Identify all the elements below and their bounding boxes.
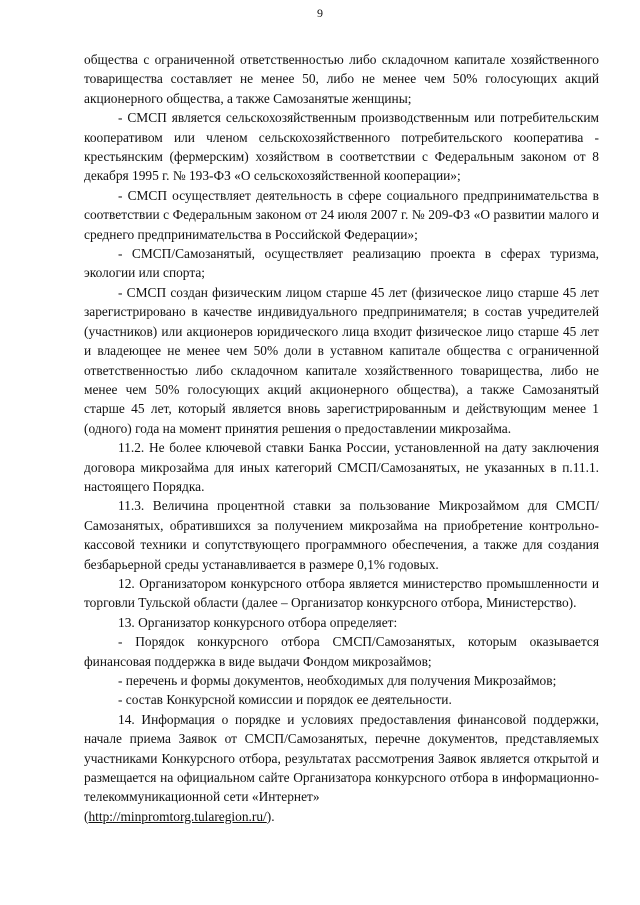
paragraph-14: 14. Информация о порядке и условиях предоставления финансовой поддержки, начале приема Заявок от СМСП/Самозанятых, перечне документов, представляемых участниками Конкурсного отбора, результатах рассмотрения Заявок является открытой и размещается на официальном сайте Организатора конкурсного отбора в информационно-телекоммуникационной сети «Интернет»: [84, 711, 599, 805]
paragraph-social-enterprise: - СМСП осуществляет деятельность в сфере социального предпринимательства в соответствии с Федеральным законом от 24 июля 2007 г. № 209-ФЗ «О развитии малого и среднего предпринимательства в Российской Федерации»;: [84, 187, 599, 242]
list-item-documents: - перечень и формы документов, необходимых для получения Микрозаймов;: [118, 673, 557, 688]
paragraph-11-3: 11.3. Величина процентной ставки за пользование Микрозаймом для СМСП/Самозанятых, обратившихся за получением микрозайма на приобретение контрольно-кассовой техники и сопутствующего программного обеспечения, а также для создания безбарьерной среды устанавливается в размере 0,1% годовых.: [84, 498, 599, 572]
paragraph-continuation: общества с ограниченной ответственностью либо складочном капитале хозяйственного товарищества составляет не менее 50, либо не менее чем 50% голосующих акций акционерного общества, а также Самозанятые женщины;: [84, 52, 599, 106]
document-body: [84, 50, 599, 826]
site-link[interactable]: http://minpromtorg.tularegion.ru/: [88, 808, 267, 824]
list-item-commission: - состав Конкурсной комиссии и порядок ее деятельности.: [118, 692, 452, 708]
link-close-paren: ).: [266, 808, 275, 824]
paragraph-tourism-ecology-sport: - СМСП/Самозанятый, осуществляет реализацию проекта в сферах туризма, экологии или спорта;: [84, 246, 599, 281]
paragraph-14-link-line: [84, 807, 599, 826]
list-item-procedure: - Порядок конкурсного отбора СМСП/Самозанятых, которым оказывается финансовая поддержка в виде выдачи Фондом микрозаймов;: [84, 634, 599, 669]
link-open-paren: (: [84, 808, 89, 824]
paragraph-11-2: 11.2. Не более ключевой ставки Банка России, установленной на дату заключения договора микрозайма для иных категорий СМСП/Самозанятых, не указанных в п.11.1. настоящего Порядка.: [84, 440, 599, 494]
paragraph-agricultural-coop: - СМСП является сельскохозяйственным производственным или потребительским кооперативом или членом сельскохозяйственного потребительского кооператива - крестьянским (фермерским) хозяйством в соответствии с Федеральным законом от 8 декабря 1995 г. № 193-ФЗ «О сельскохозяйственной кооперации»;: [84, 110, 599, 184]
paragraph-12: 12. Организатором конкурсного отбора является министерство промышленности и торговли Тульской области (далее – Организатор конкурсного отбора, Министерство).: [84, 575, 599, 611]
paragraph-over-45: - СМСП создан физическим лицом старше 45 лет (физическое лицо старше 45 лет зарегистрировано в качестве индивидуального предпринимателя; в состав учредителей (участников) или акционеров юридического лица входит физическое лицо старше 45 лет и владеющее не менее чем 50% доли в уставном капитале общества с ограниченной ответственностью либо складочном капитале хозяйственного товарищества, либо не менее чем 50% голосующих акций акционерного общества), а также Самозанятый старше 45 лет, который является вновь зарегистрированным и действующим менее 1 (одного) года на момент принятия решения о предоставлении микрозайма.: [84, 284, 599, 436]
page-number: 9: [317, 6, 323, 20]
paragraph-13: 13. Организатор конкурсного отбора определяет:: [118, 614, 398, 630]
